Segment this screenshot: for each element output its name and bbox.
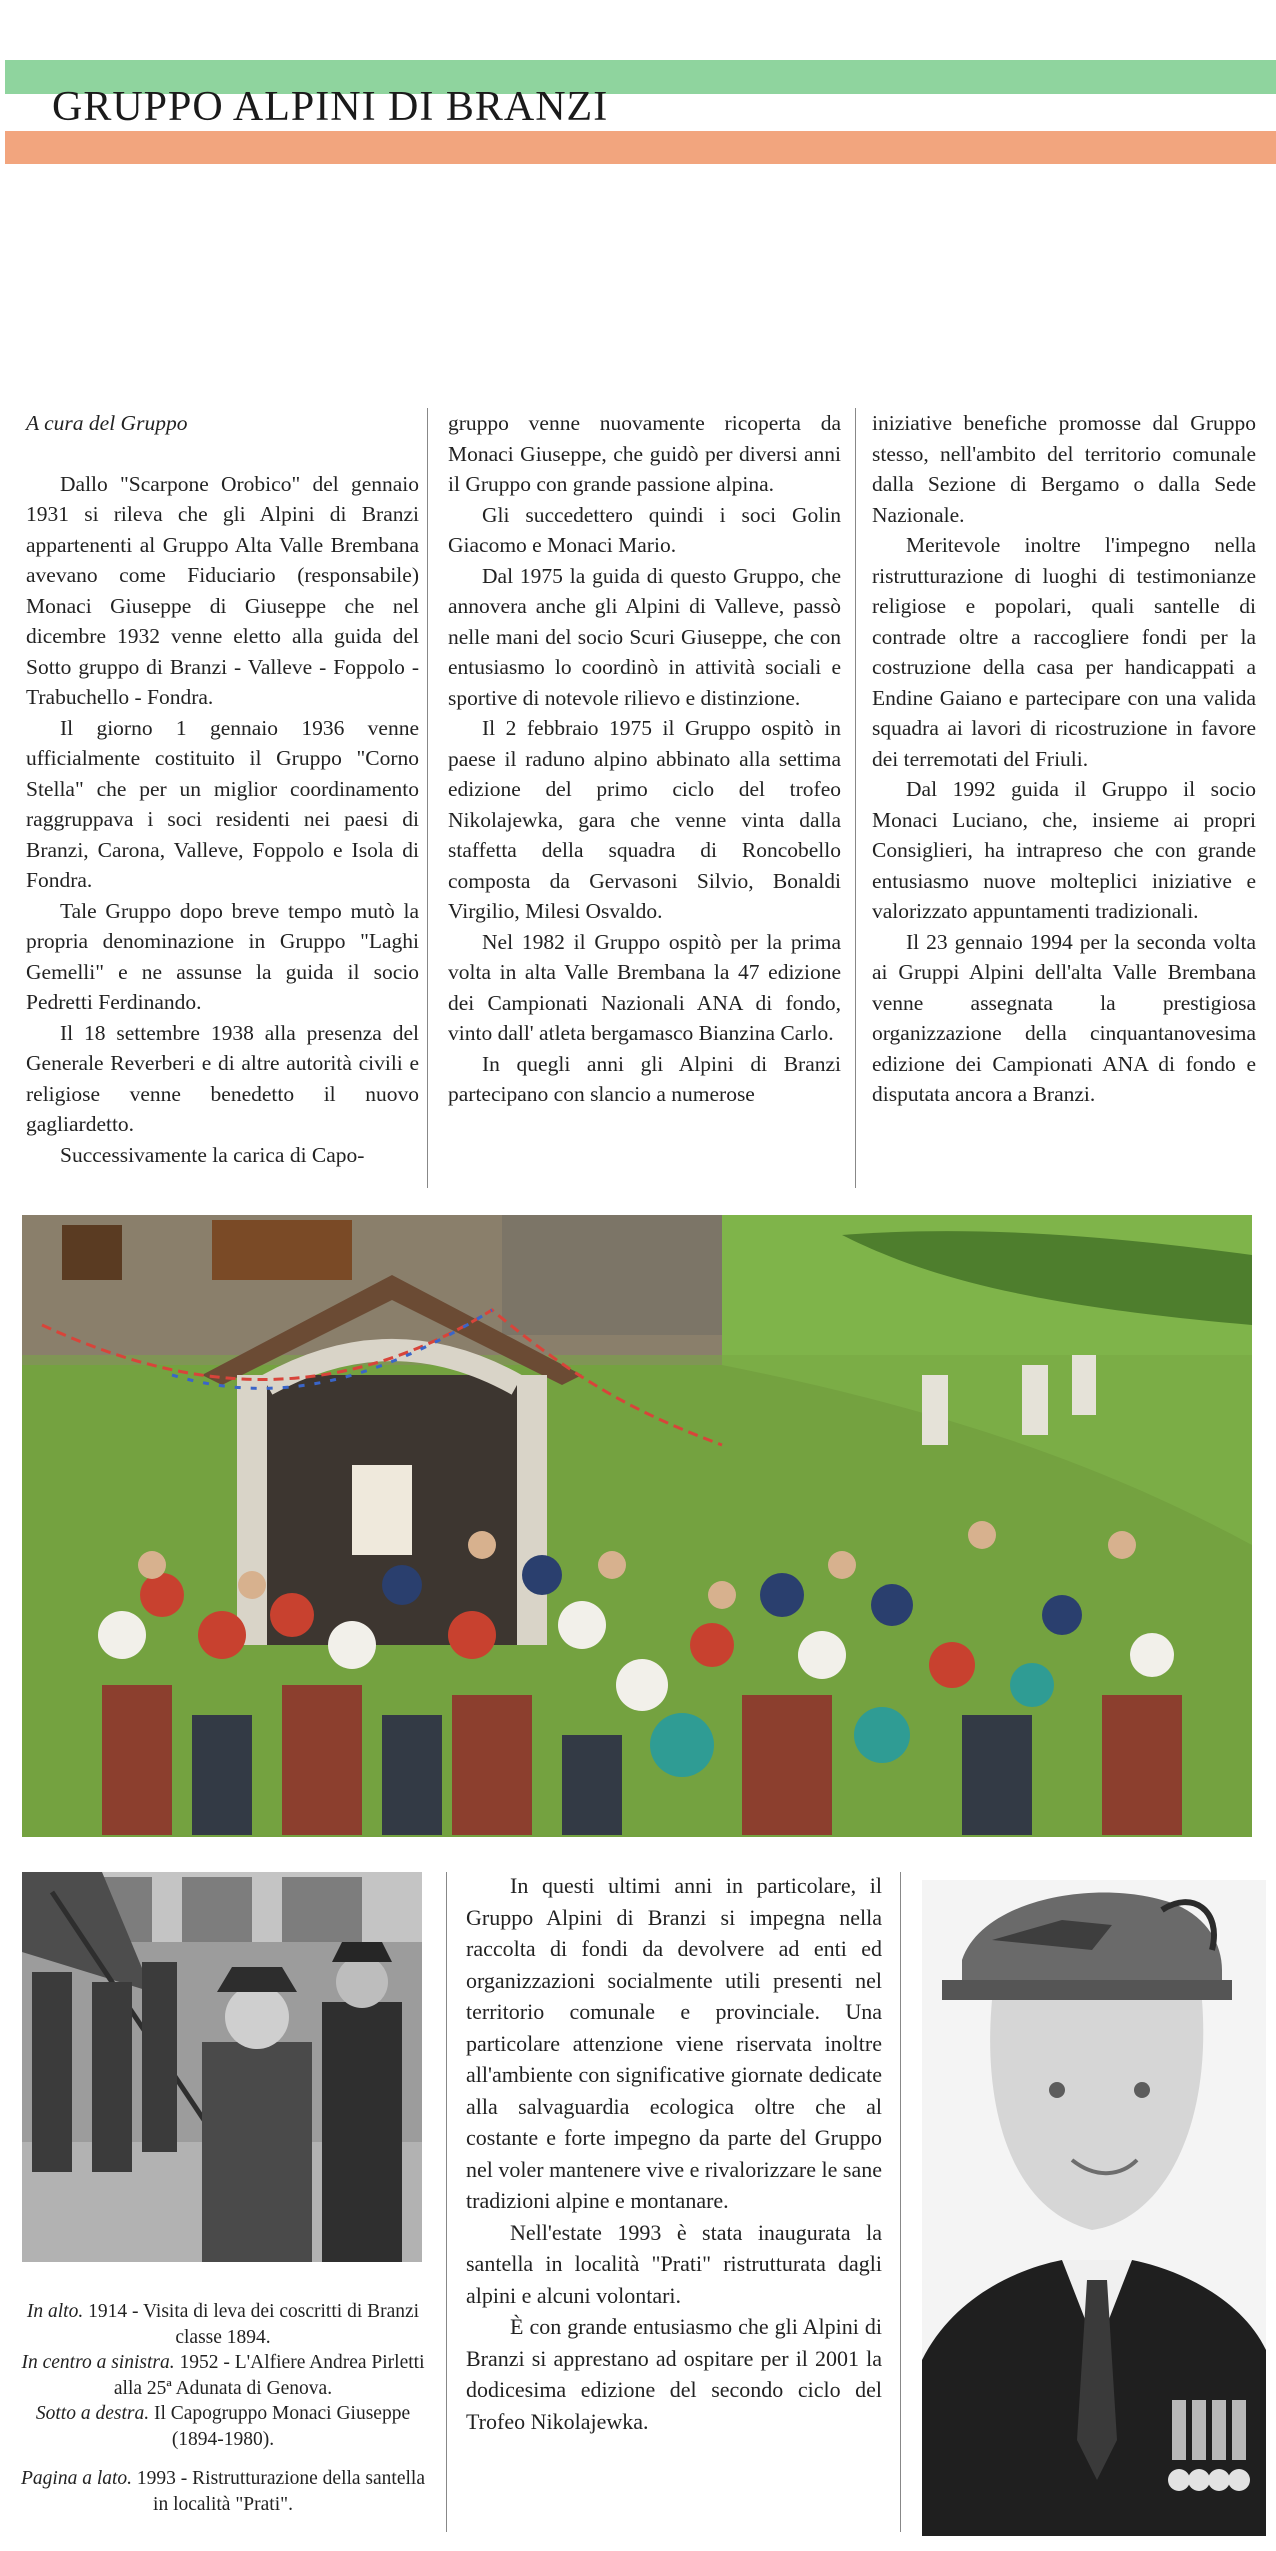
caption-label: In alto. — [26, 2301, 84, 2322]
column-divider — [427, 408, 428, 1188]
paragraph: Il 23 gennaio 1994 per la seconda volta ai Gruppi Alpini dell'alta Valle Brembana venne assegnata la prestigiosa organizzazione della cinquantanovesima edizione dei Campionati ANA di fondo e disputata ancora a Branzi. — [872, 929, 1256, 1106]
article-column-4 — [466, 1870, 882, 2437]
page-title: GRUPPO ALPINI DI BRANZI — [52, 84, 609, 130]
paragraph: In quegli anni gli Alpini di Branzi partecipano con slancio a numerose — [448, 1051, 841, 1106]
paragraph: Il 2 febbraio 1975 il Gruppo ospitò in paese il raduno alpino abbinato alla settima edizione del primo ciclo del trofeo Nikolajewka, gara che venne vinta dalla staffetta della squadra di Roncobello composta da Gervasoni Silvio, Bonaldi Virgilio, Milesi Osvaldo. — [448, 716, 841, 923]
caption-text: 1952 - L'Alfiere Andrea Pirletti alla 25ª Adunata di Genova. — [113, 2352, 425, 2399]
caption-line — [18, 2299, 428, 2350]
caption-line — [18, 2466, 428, 2517]
paragraph: È con grande entusiasmo che gli Alpini di Branzi si apprestano ad ospitare per il 2001 la dodicesima edizione del secondo ciclo del Trofeo Nikolajewka. — [466, 2314, 882, 2434]
paragraph: Meritevole inoltre l'impegno nella ristrutturazione di luoghi di testimonianze religiose e popolari, quali santelle di contrade oltre a raccogliere fondi per la costruzione della casa per handicappati a Endine Gaiano e partecipare con una valida squadra ai lavori di ricostruzione in favore dei terremotati del Friuli. — [872, 533, 1256, 771]
column-divider — [855, 408, 856, 1188]
article-column-1 — [26, 408, 419, 1170]
caption-line — [18, 2350, 428, 2401]
caption-text: 1993 - Ristrutturazione della santella in località "Prati". — [136, 2468, 425, 2515]
paragraph: Dal 1975 la guida di questo Gruppo, che annovera anche gli Alpini di Valleve, passò nelle mani del socio Scuri Giuseppe, che con entusiasmo lo coordinò in attività sociali e sportive di notevole rilievo e distinzione. — [448, 563, 841, 710]
paragraph: Dallo "Scarpone Orobico" del gennaio 1931 si rileva che gli Alpini di Branzi appartenenti al Gruppo Alta Valle Brembana avevano come Fiduciario (responsabile) Monaci Giuseppe di Giuseppe che nel dicembre 1932 venne eletto alla guida del Sotto gruppo di Branzi - Valleve - Foppolo - Trabuchello - Fondra. — [26, 471, 419, 709]
capogruppo-portrait-photo — [922, 1880, 1266, 2536]
photo-captions — [18, 2299, 428, 2517]
santella-ceremony-photo — [22, 1215, 1252, 1837]
paragraph: Nel 1982 il Gruppo ospitò per la prima volta in alta Valle Brembana la 47 edizione dei Campionati Nazionali ANA di fondo, vinto dall' atleta bergamasco Bianzina Carlo. — [448, 929, 841, 1045]
paragraph: Gli succedettero quindi i soci Golin Giacomo e Monaci Mario. — [448, 502, 841, 557]
paragraph: Nell'estate 1993 è stata inaugurata la santella in località "Prati" ristrutturata dagli alpini e alcuni volontari. — [466, 2219, 882, 2308]
byline: A cura del Gruppo — [26, 411, 188, 435]
column-divider — [446, 1872, 447, 2532]
header-band-orange — [5, 131, 1276, 164]
caption-label: Sotto a destra. — [35, 2403, 150, 2424]
paragraph: Il 18 settembre 1938 alla presenza del Generale Reverberi e di altre autorità civili e religiose venne benedetto il nuovo gagliardetto. — [26, 1020, 419, 1136]
caption-line — [18, 2401, 428, 2452]
flag-bearer-photo — [22, 1872, 422, 2262]
paragraph: In questi ultimi anni in particolare, il Gruppo Alpini di Branzi si impegna nella raccolta di fondi da devolvere ad enti ed organizzazioni socialmente utili presenti nel territorio comunale e provinciale. Una particolare attenzione viene riservata inoltre all'ambiente con significative giornate dedicate alla salvaguardia ecologica oltre che al costante e forte impegno da parte del Gruppo nel voler mantenere vive e rivalorizzare le sane tradizioni alpine e montanare. — [466, 1873, 882, 2213]
paragraph: gruppo venne nuovamente ricoperta da Monaci Giuseppe, che guidò per diversi anni il Gruppo con grande passione alpina. — [448, 411, 841, 496]
paragraph: Il giorno 1 gennaio 1936 venne ufficialmente costituito il Gruppo "Corno Stella" che per un miglior coordinamento raggruppava i soci residenti nei paesi di Branzi, Carona, Valleve, Foppolo e Isola di Fondra. — [26, 715, 419, 892]
paragraph: Successivamente la carica di Capo- — [60, 1142, 365, 1167]
caption-label: Pagina a lato. — [20, 2468, 133, 2489]
caption-text: 1914 - Visita di leva dei coscritti di Branzi classe 1894. — [88, 2301, 420, 2348]
caption-label: In centro a sinistra. — [21, 2352, 175, 2373]
article-column-2 — [448, 408, 841, 1110]
column-divider — [900, 1872, 901, 2532]
paragraph: Tale Gruppo dopo breve tempo mutò la propria denominazione in Gruppo "Laghi Gemelli" e ne assunse la guida il socio Pedretti Ferdinando. — [26, 898, 419, 1014]
paragraph: iniziative benefiche promosse dal Gruppo stesso, nell'ambito del territorio comunale dalla Sezione di Bergamo o dalla Sede Nazionale. — [872, 411, 1256, 527]
article-column-3 — [872, 408, 1256, 1110]
caption-text: Il Capogruppo Monaci Giuseppe (1894-1980). — [153, 2403, 411, 2450]
paragraph: Dal 1992 guida il Gruppo il socio Monaci Luciano, che, insieme ai propri Consiglieri, ha intrapreso che con grande entusiasmo nuove molteplici iniziative e valorizzato appuntamenti tradizionali. — [872, 777, 1256, 923]
